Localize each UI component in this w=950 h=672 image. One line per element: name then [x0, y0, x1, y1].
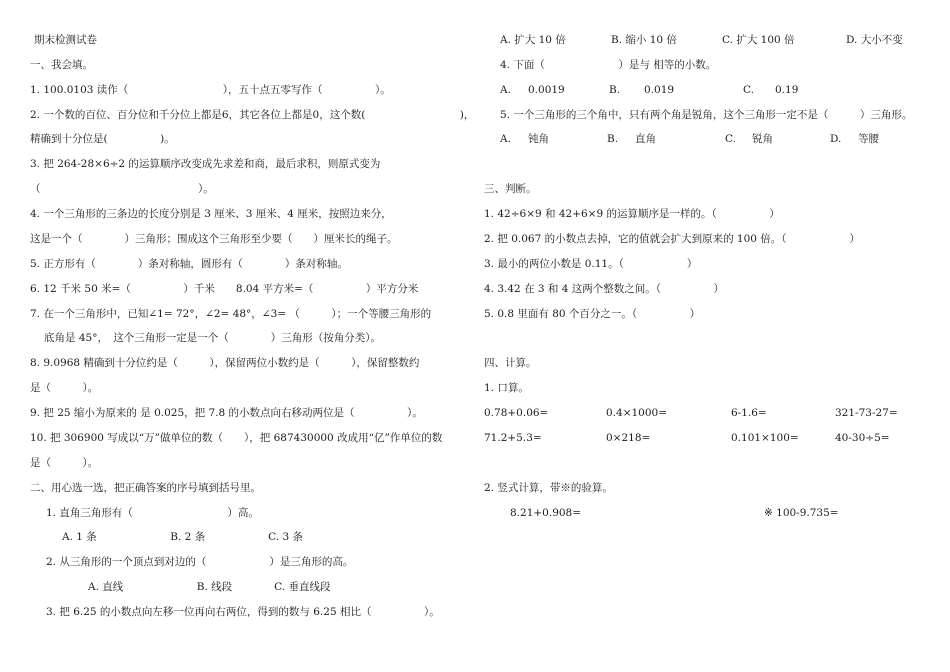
q2-3: 3. 把 6.25 的小数点向左移一位再向右两位，得到的数与 6.25 相比（ ）。: [46, 606, 440, 618]
q2-5-option-a-letter: A.: [500, 133, 511, 145]
oral-calc-3: 6-1.6=: [731, 407, 767, 419]
q3-2: 2. 把 0.067 的小数点去掉，它的值就会扩大到原来的 100 倍。（ ）: [484, 233, 861, 245]
q2-5-option-d-letter: D.: [830, 133, 842, 145]
q2-3-option-d: D. 大小不变: [846, 34, 903, 46]
exam-title: 期末检测试卷: [34, 34, 97, 46]
q4-1-heading: 1. 口算。: [484, 382, 529, 394]
vertical-calc-2: ※ 100-9.735=: [764, 507, 839, 519]
q3-4: 4. 3.42 在 3 和 4 这两个整数之间。（ ）: [484, 283, 725, 295]
oral-calc-2: 0.4×1000=: [606, 407, 668, 419]
q1-6: 6. 12 千米 50 米=（ ）千米 8.04 平方米=（ ）平方分米: [30, 283, 419, 295]
q2-4-option-b-value: 0.019: [644, 84, 675, 96]
q1-7-line2: 底角是 45°， 这个三角形一定是一个（ ）三角形（按角分类）。: [44, 332, 381, 344]
q1-10-line2: 是（ ）。: [30, 457, 99, 469]
section-2-heading: 二、用心选一选，把正确答案的序号填到括号里。: [30, 482, 261, 494]
q2-5-option-d-text: 等腰: [858, 133, 879, 145]
q2-5: 5. 一个三角形的三个角中，只有两个角是锐角，这个三角形一定不是（ ）三角形。: [500, 109, 913, 121]
q2-5-option-b-text: 直角: [635, 133, 656, 145]
q2-4-option-c-value: 0.19: [775, 84, 799, 96]
q2-2: 2. 从三角形的一个顶点到对边的（ ）是三角形的高。: [46, 556, 354, 568]
q1-3-line1: 3. 把 264-28×6÷2 的运算顺序改变成先求差和商，最后求积，则原式变为: [30, 158, 381, 170]
q1-2-line2: 精确到十分位是( )。: [30, 133, 175, 145]
q2-4-option-b-letter: B.: [609, 84, 621, 96]
q1-7-line1: 7. 在一个三角形中，已知∠1= 72°，∠2= 48°，∠3= （ ）；一个等腰三角形的: [30, 308, 432, 320]
section-4-heading: 四、计算。: [484, 357, 537, 369]
section-3-heading: 三、判断。: [484, 183, 537, 195]
q2-1-options: A. 1 条 B. 2 条 C. 3 条: [62, 531, 304, 543]
q1-8-line1: 8. 9.0968 精确到十分位约是（ ），保留两位小数约是（ ），保留整数约: [30, 357, 420, 369]
q1-9: 9. 把 25 缩小为原来的 是 0.025，把 7.8 的小数点向右移动两位是（ ）。: [30, 407, 423, 419]
q2-3-option-c: C. 扩大 100 倍: [722, 34, 795, 46]
q2-4-option-a-letter: A.: [500, 84, 511, 96]
q1-4-line2: 这是一个（ ）三角形；围成这个三角形至少要（ ）厘米长的绳子。: [30, 233, 398, 245]
oral-calc-7: 0.101×100=: [731, 432, 799, 444]
q3-1: 1. 42÷6×9 和 42+6×9 的运算顺序是一样的。（ ）: [484, 208, 780, 220]
oral-calc-6: 0×218=: [606, 432, 651, 444]
q2-5-option-a-text: 钝角: [528, 133, 549, 145]
q2-4: 4. 下面（ ）是与 相等的小数。: [500, 59, 717, 71]
q2-5-option-c-text: 锐角: [752, 133, 773, 145]
q2-5-option-c-letter: C.: [725, 133, 736, 145]
q1-1: 1. 100.0103 读作（ ），五十点五零写作（ ）。: [30, 84, 391, 96]
q3-3: 3. 最小的两位小数是 0.11。（ ）: [484, 258, 698, 270]
q2-3-option-b: B. 缩小 10 倍: [611, 34, 677, 46]
q2-4-option-c-letter: C.: [743, 84, 754, 96]
q1-10-line1: 10. 把 306900 写成以“万”做单位的数（ ），把 687430000 改成用“亿”作单位的数: [30, 432, 443, 444]
q1-5: 5. 正方形有（ ）条对称轴，圆形有（ ）条对称轴。: [30, 258, 348, 270]
section-1-heading: 一、我会填。: [30, 59, 93, 71]
q2-3-option-a: A. 扩大 10 倍: [500, 34, 566, 46]
oral-calc-5: 71.2+5.3=: [484, 432, 542, 444]
q2-4-option-a-value: 0.0019: [528, 84, 565, 96]
oral-calc-4: 321-73-27=: [835, 407, 898, 419]
oral-calc-8: 40-30÷5=: [835, 432, 890, 444]
q2-5-option-b-letter: B.: [607, 133, 619, 145]
q1-8-line2: 是（ ）。: [30, 382, 99, 394]
oral-calc-1: 0.78+0.06=: [484, 407, 549, 419]
q2-2-options: A. 直线 B. 线段 C. 垂直线段: [88, 581, 331, 593]
q1-2-line1: 2. 一个数的百位、百分位和千分位上都是6，其它各位上都是0，这个数( )，: [30, 109, 475, 121]
q4-2-heading: 2. 竖式计算，带※的验算。: [484, 482, 613, 494]
vertical-calc-1: 8.21+0.908=: [510, 507, 582, 519]
q1-3-line2: （ ）。: [30, 183, 214, 195]
q3-5: 5. 0.8 里面有 80 个百分之一。（ ）: [484, 308, 701, 320]
q1-4-line1: 4. 一个三角形的三条边的长度分别是 3 厘米、3 厘米、4 厘米，按照边来分，: [30, 208, 392, 220]
q2-1: 1. 直角三角形有（ ）高。: [46, 507, 259, 519]
